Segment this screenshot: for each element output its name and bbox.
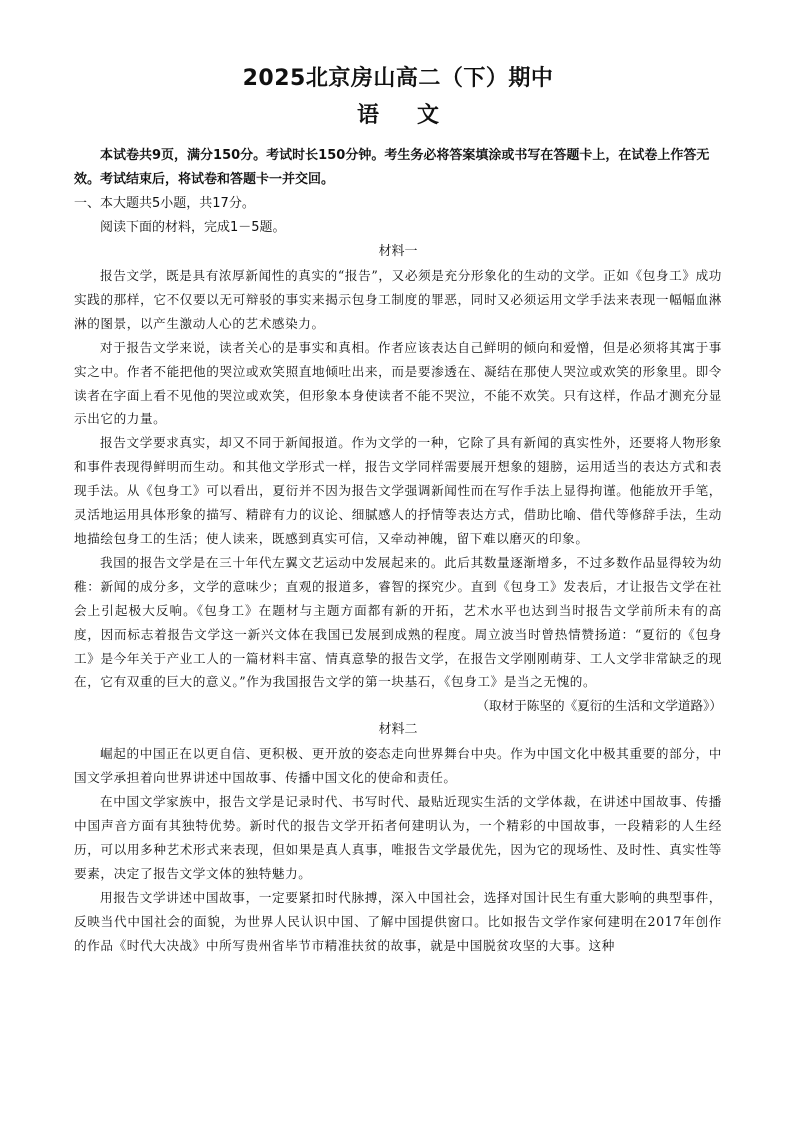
material-two-paragraph: 在中国文学家族中，报告文学是记录时代、书写时代、最贴近现实生活的文学体裁，在讲述中国故事、传播中国声音方面有其独特优势。新时代的报告文学开拓者何建明认为，一个精彩的中国故事，一段精彩的人生经历，可以用多种艺术形式来表现，但如果是真人真事，唯报告文学最优先，因为它的现场性、及时性、真实性等要素，决定了报告文学文体的独特魅力。 bbox=[74, 794, 722, 881]
material-one-source: （取材于陈坚的《夏衍的生活和文学道路》） bbox=[476, 698, 722, 714]
material-one bbox=[74, 240, 722, 718]
exam-title: 2025北京房山高二（下）期中 bbox=[242, 66, 554, 91]
material-one-title: 材料一 bbox=[378, 244, 418, 259]
section-instruction: 阅读下面的材料，完成1－5题。 bbox=[100, 220, 286, 235]
material-two-paragraph: 用报告文学讲述中国故事，一定要紧扣时代脉搏，深入中国社会，选择对国计民生有重大影响的典型事件，反映当代中国社会的面貌，为世界人民认识中国、了解中国提供窗口。比如报告文学作家何建明在2017年创作的作品《时代大决战》中所写贵州省毕节市精准扶贫的故事，就是中国脱贫攻坚的大事。这种 bbox=[74, 889, 722, 953]
material-one-paragraph: 报告文学，既是具有浓厚新闻性的真实的“报告”，又必须是充分形象化的生动的文学。正如《包身工》成功实践的那样，它不仅要以无可辩驳的事实来揭示包身工制度的罪恶，同时又必须运用文学手法来表现一幅幅血淋淋的图景，以产生激动人心的艺术感染力。 bbox=[74, 268, 722, 331]
section-heading: 一、本大题共5小题，共17分。 bbox=[74, 196, 255, 211]
material-one-paragraph: 对于报告文学来说，读者关心的是事实和真相。作者应该表达自己鲜明的倾向和爱憎，但是必须将其寓于事实之中。作者不能把他的哭泣或欢笑照直地倾吐出来，而是要渗透在、凝结在那使人哭泣或欢笑的形象里。即令读者在字面上看不见他的哭泣或欢笑，但形象本身使读者不能不哭泣，不能不欢笑。只有这样，作品才测充分显示出它的力量。 bbox=[74, 339, 722, 427]
material-one-paragraph: 我国的报告文学是在三十年代左翼文艺运动中发展起来的。此后其数量逐渐增多，不过多数作品显得较为幼稚：新闻的成分多，文学的意味少；直观的报道多，睿智的探究少。直到《包身工》发表后，才让报告文学在社会上引起极大反响。《包身工》在题材与主题方面都有新的开拓，艺术水平也达到当时报告文学前所未有的高度，因而标志着报告文学这一新兴文体在我国已发展到成熟的程度。周立波当时曾热情赞扬道：“夏衍的《包身工》是今年关于产业工人的一篇材料丰富、情真意挚的报告文学，在报告文学刚刚萌芽、工人文学非常缺乏的现在，它有双重的巨大的意义。”作为我国报告文学的第一块基石，《包身工》是当之无愧的。 bbox=[74, 554, 722, 690]
subject-title: 语文 bbox=[356, 103, 477, 128]
material-one-paragraph: 报告文学要求真实，却又不同于新闻报道。作为文学的一种，它除了具有新闻的真实性外，还要将人物形象和事件表现得鲜明而生动。和其他文学形式一样，报告文学同样需要展开想象的翅膀，运用适当的表达方式和表现手法。从《包身工》可以看出，夏衍并不因为报告文学强调新闻性而在写作手法上显得拘谨。他能放开手笔，灵活地运用具体形象的描写、精辟有力的议论、细腻感人的抒情等表达方式，借助比喻、借代等修辞手法，生动地描绘包身工的生活；使人读来，既感到真实可信，又牵动神魄，留下难以磨灭的印象。 bbox=[74, 435, 722, 546]
exam-notice: 本试卷共9页，满分150分。考试时长150分钟。考生务必将答案填涂或书写在答题卡上，在试卷上作答无效。考试结束后，将试卷和答题卡一并交回。 bbox=[74, 148, 710, 187]
material-two-paragraph: 崛起的中国正在以更自信、更积极、更开放的姿态走向世界舞台中央。作为中国文化中极其重要的部分，中国文学承担着向世界讲述中国故事、传播中国文化的使命和责任。 bbox=[74, 746, 722, 786]
material-two-title: 材料二 bbox=[378, 722, 418, 738]
material-two bbox=[74, 718, 722, 957]
